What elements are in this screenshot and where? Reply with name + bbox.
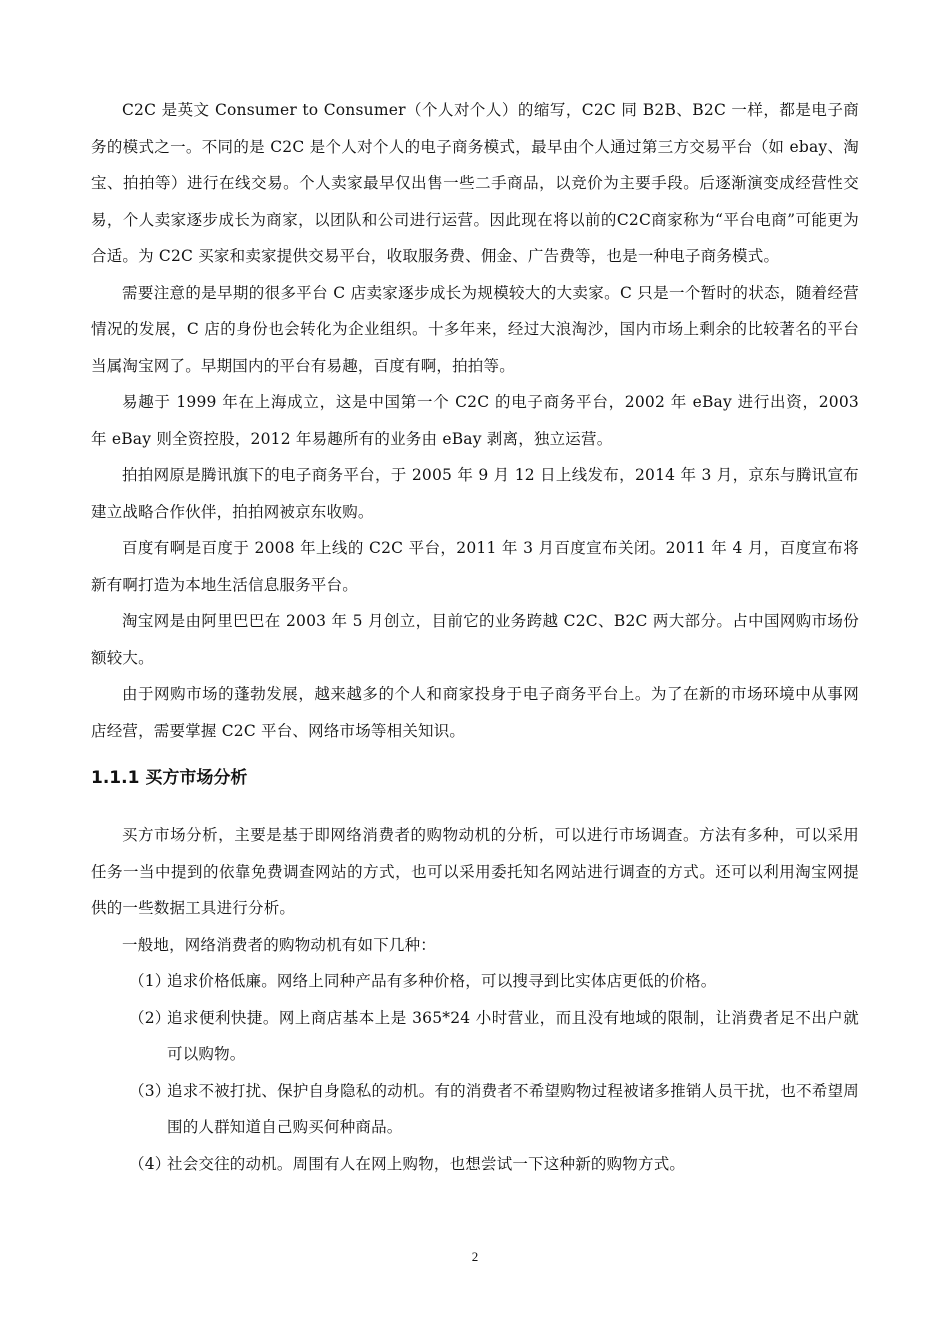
- paragraph-eachnet: 易趣于 1999 年在上海成立，这是中国第一个 C2C 的电子商务平台，2002 年 eBay 进行出资，2003 年 eBay 则全资控股，2012 年易趣所有的业务由 eBay 剥离，独立运营。: [91, 393, 859, 448]
- paragraph-motives-intro: 一般地，网络消费者的购物动机有如下几种：: [122, 935, 437, 954]
- list-item: [91, 1000, 859, 1073]
- section-heading: 1.1.1 买方市场分析: [91, 768, 248, 788]
- list-item-number: （3）: [129, 1081, 171, 1100]
- list-item-text: 追求不被打扰、保护自身隐私的动机。有的消费者不希望购物过程被诸多推销人员干扰，也不希望周围的人群知道自己购买何种商品。: [167, 1081, 859, 1136]
- page-number: 2: [471, 1249, 479, 1264]
- paragraph-baidu-youa: 百度有啊是百度于 2008 年上线的 C2C 平台，2011 年 3 月百度宣布关闭。2011 年 4 月，百度宣布将新有啊打造为本地生活信息服务平台。: [91, 539, 859, 594]
- paragraph-buyer-market-analysis: 买方市场分析，主要是基于即网络消费者的购物动机的分析，可以进行市场调查。方法有多种，可以采用任务一当中提到的依靠免费调查网站的方式，也可以采用委托知名网站进行调查的方式。还可以利用淘宝网提供的一些数据工具进行分析。: [91, 826, 859, 917]
- paragraph-c-store-growth: 需要注意的是早期的很多平台 C 店卖家逐步成长为规模较大的大卖家。C 只是一个暂时的状态，随着经营情况的发展，C 店的身份也会转化为企业组织。十多年来，经过大浪淘沙，国内市场上剩余的比较著名的平台当属淘宝网了。早期国内的平台有易趣，百度有啊，拍拍等。: [91, 283, 859, 375]
- list-item-number: （2）: [129, 1008, 171, 1027]
- document-page: [91, 92, 859, 1182]
- list-item-text: 追求便利快捷。网上商店基本上是 365*24 小时营业，而且没有地域的限制，让消费者足不出户就可以购物。: [167, 1008, 859, 1063]
- paragraph-paipai: 拍拍网原是腾讯旗下的电子商务平台，于 2005 年 9 月 12 日上线发布，2014 年 3 月，京东与腾讯宣布建立战略合作伙伴，拍拍网被京东收购。: [91, 466, 859, 521]
- list-item-text: 社会交往的动机。周围有人在网上购物，也想尝试一下这种新的购物方式。: [167, 1154, 686, 1173]
- list-item-number: （1）: [129, 972, 171, 990]
- paragraph-c2c-definition: C2C 是英文 Consumer to Consumer（个人对个人）的缩写，C2C 同 B2B、B2C 一样，都是电子商务的模式之一。不同的是 C2C 是个人对个人的电子商务模式，最早由个人通过第三方交易平台（如 ebay、淘宝、拍拍等）进行在线交易。个人卖家最早仅出售一些二手商品，以竞价为主要手段。后逐渐演变成经营性交易，个人卖家逐步成长为商家，以团队和公司进行运营。因此现在将以前的C2C商家称为“平台电商”可能更为合适。为 C2C 买家和卖家提供交易平台，收取服务费、佣金、广告费等，也是一种电子商务模式。: [91, 101, 859, 265]
- list-item: [91, 963, 859, 1000]
- list-item: [91, 1146, 859, 1183]
- list-item-text: 追求价格低廉。网络上同种产品有多种价格，可以搜寻到比实体店更低的价格。: [167, 972, 717, 990]
- paragraph-taobao: 淘宝网是由阿里巴巴在 2003 年 5 月创立，目前它的业务跨越 C2C、B2C 两大部分。占中国网购市场份额较大。: [91, 612, 859, 667]
- list-item: [91, 1073, 859, 1146]
- motive-list: [91, 963, 859, 1182]
- list-item-number: （4）: [129, 1154, 171, 1173]
- paragraph-market-development: 由于网购市场的蓬勃发展，越来越多的个人和商家投身于电子商务平台上。为了在新的市场环境中从事网店经营，需要掌握 C2C 平台、网络市场等相关知识。: [91, 685, 859, 740]
